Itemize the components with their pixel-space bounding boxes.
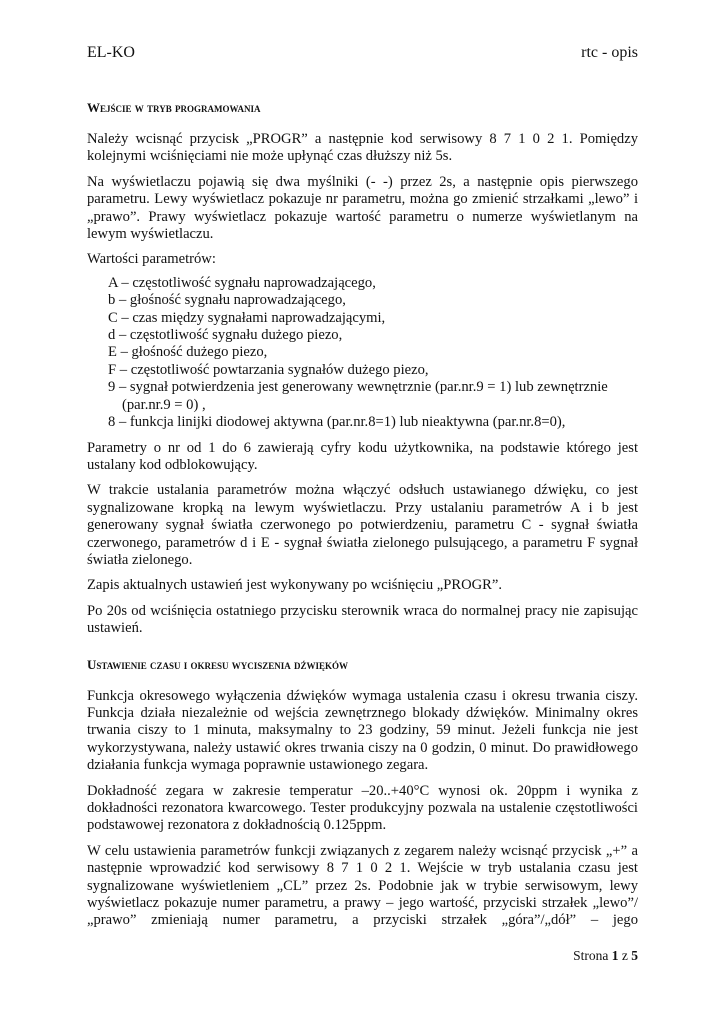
page-footer <box>573 948 638 964</box>
paragraph: W trakcie ustalania parametrów można włączyć odsłuch ustawianego dźwięku, co jest sygnalizowane kropką na lewym wyświetlaczu. Przy ustalaniu parametrów A i b jest generowany sygnał światła czerwonego po potwierdzeniu, parametru C - sygnał światła czerwonego, parametrów d i E - sygnał światła zielonego pulsującego, a parametru F sygnał światła zielonego. <box>87 482 638 568</box>
section-title-programming: Wejście w tryb programowania <box>87 100 261 115</box>
paragraph: Należy wcisnąć przycisk „PROGR” a następnie kod serwisowy 8 7 1 0 2 1. Pomiędzy kolejnymi wciśnięciami nie może upłynąć czas dłuższy niż 5s. <box>87 131 638 165</box>
footer-page-total: 5 <box>631 948 638 963</box>
footer-separator: z <box>621 948 628 963</box>
list-item: 8 – funkcja linijki diodowej aktywna (par.nr.8=1) lub nieaktywna (par.nr.8=0), <box>108 414 566 431</box>
footer-prefix: Strona <box>573 948 609 963</box>
paragraph: Po 20s od wciśnięcia ostatniego przycisku sterownik wraca do normalnej pracy nie zapisując ustawień. <box>87 602 638 637</box>
list-item: C – czas między sygnałami naprowadzającymi, <box>108 309 386 326</box>
paragraph: Na wyświetlaczu pojawią się dwa myślniki (- -) przez 2s, a następnie opis pierwszego parametru. Lewy wyświetlacz pokazuje nr parametru, można go zmienić strzałkami „lewo” i „prawo”. Prawy wyświetlacz pokazuje wartość parametru o numerze wyświetlanym na lewym wyświetlaczu. <box>87 173 638 243</box>
paragraph: Wartości parametrów: <box>87 251 216 268</box>
list-item: b – głośność sygnału naprowadzającego, <box>108 292 346 309</box>
paragraph: Dokładność zegara w zakresie temperatur –20..+40°C wynosi ok. 20ppm i wynika z dokładności rezonatora kwarcowego. Tester produkcyjny pozwala na ustalenie częstotliwości podstawowej rezonatora z dokładnością 0.125ppm. <box>87 782 638 834</box>
paragraph: Zapis aktualnych ustawień jest wykonywany po wciśnięciu „PROGR”. <box>87 577 503 594</box>
list-item: E – głośność dużego piezo, <box>108 344 268 361</box>
footer-page-number: 1 <box>611 948 619 963</box>
paragraph: Funkcja okresowego wyłączenia dźwięków wymaga ustalenia czasu i okresu trwania ciszy. Funkcja działa niezależnie od wejścia zewnętrznego blokady dźwięków. Minimalny okres trwania ciszy to 1 minuta, maksymalny to 23 godziny, 59 minut. Jeżeli funkcja nie jest wykorzystywana, należy ustawić okres trwania ciszy na 0 godzin, 0 minut. Do prawidłowego działania funkcja wymaga poprawnie ustawionego zegara. <box>87 687 638 774</box>
header-left: EL-KO <box>87 44 135 61</box>
paragraph: Parametry o nr od 1 do 6 zawierają cyfry kodu użytkownika, na podstawie którego jest ustalany kod odblokowujący. <box>87 439 638 473</box>
section-title-silence: Ustawienie czasu i okresu wyciszenia dźwięków <box>87 656 349 672</box>
list-item: A – częstotliwość sygnału naprowadzającego, <box>108 274 376 291</box>
parameter-list <box>87 275 638 432</box>
paragraph: W celu ustawienia parametrów funkcji związanych z zegarem należy wcisnąć przycisk „+” a następnie wprowadzić kod serwisowy 8 7 1 0 2 1. Wejście w tryb ustalania czasu jest sygnalizowane wyświetleniem „CL” przez 2s. Podobnie jak w trybie serwisowym, lewy wyświetlacz pokazuje numer parametru, a prawy – jego wartość, przyciski strzałek „lewo”/„prawo” zmieniają numer parametru, a przyciski strzałek „góra”/„dół” – jego <box>87 842 638 929</box>
header-right: rtc - opis <box>581 44 638 61</box>
list-item: d – częstotliwość sygnału dużego piezo, <box>108 327 343 344</box>
document-body <box>87 100 638 947</box>
list-item: 9 – sygnał potwierdzenia jest generowany wewnętrznie (par.nr.9 = 1) lub zewnętrznie (par.nr.9 = 0) , <box>108 379 608 413</box>
list-item: F – częstotliwość powtarzania sygnałów dużego piezo, <box>108 361 429 378</box>
